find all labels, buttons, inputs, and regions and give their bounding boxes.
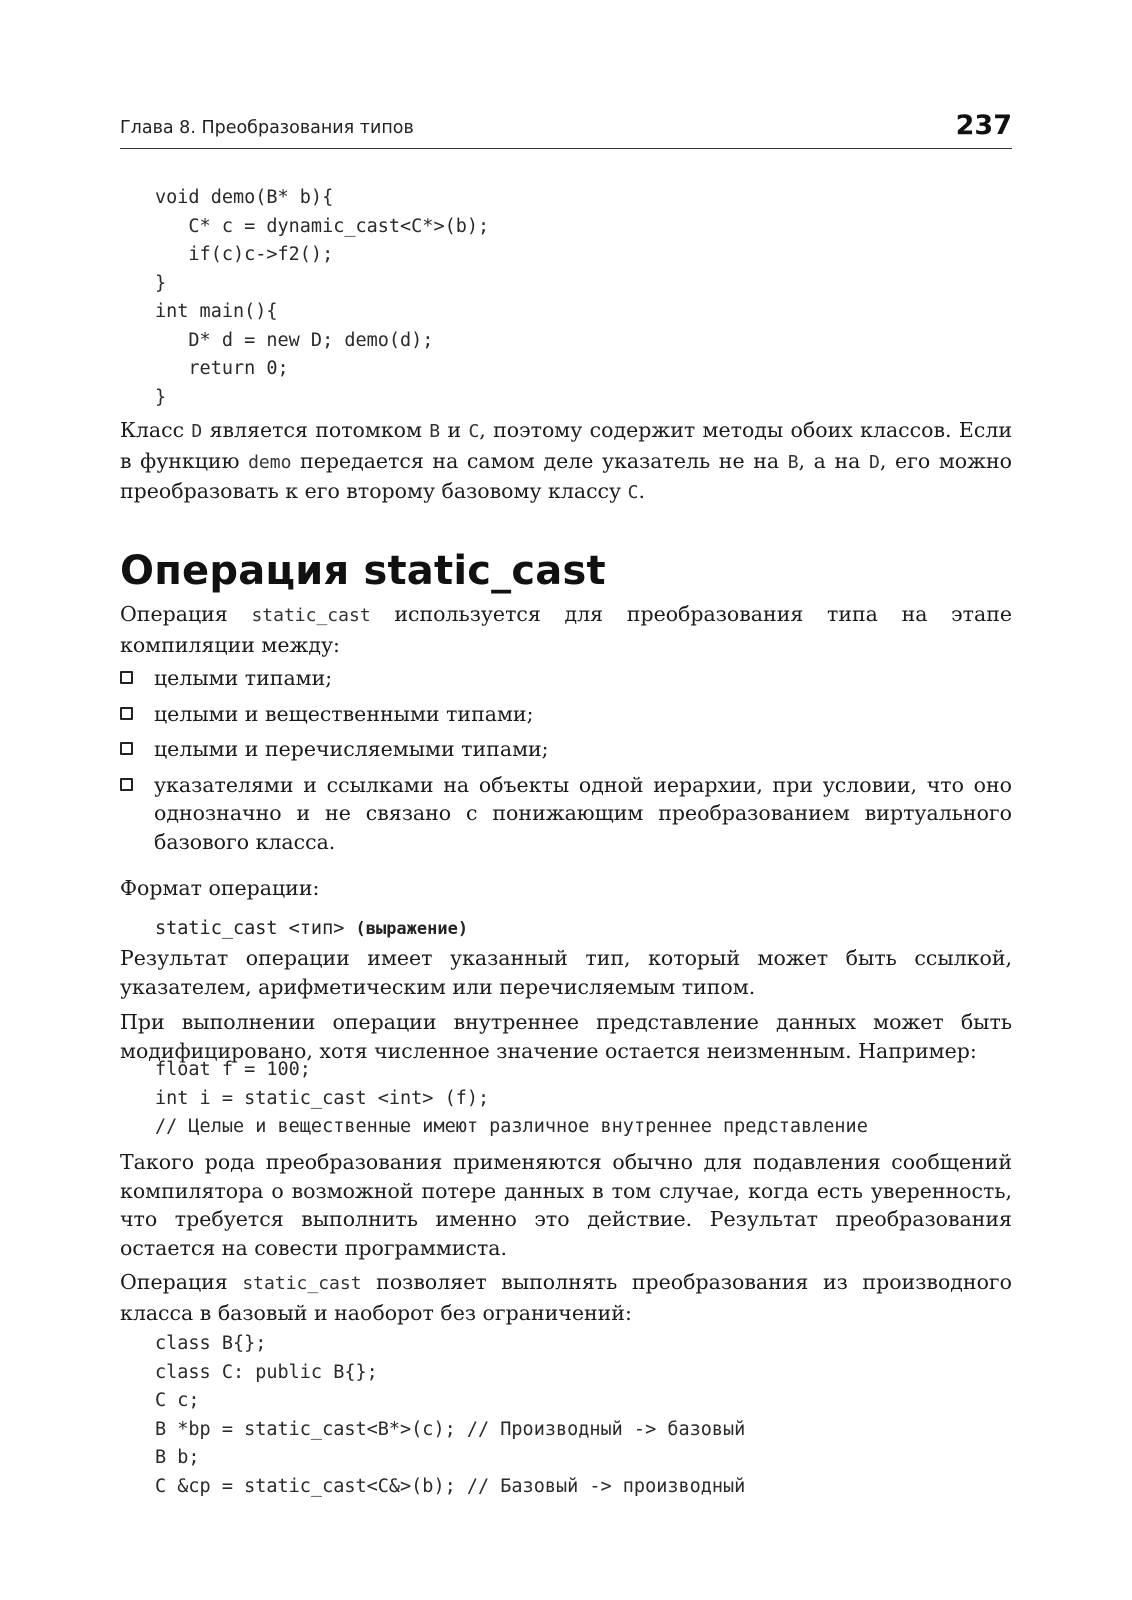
paragraph-suppression: Такого рода преобразования применяются обычно для подавления сообщений компилятора о возможной потере данных в том случае, когда есть уверенность, что требуется выполнить именно это действие. Результат преобразования остается на совести программиста. xyxy=(120,1150,1012,1260)
code-block-demo xyxy=(155,184,489,412)
code-line: } xyxy=(155,272,167,294)
format-argument: (выражение) xyxy=(355,919,469,939)
code-line: int i = static_cast <int> (f); xyxy=(155,1087,490,1109)
paragraph-derived-base xyxy=(120,1268,1012,1327)
code-line: D* d = new D; demo(d); xyxy=(155,329,434,351)
paragraph-result-type: Результат операции имеет указанный тип, который может быть ссылкой, указателем, арифметическим или перечисляемым типом. xyxy=(120,946,1012,999)
text: используется для преобразования типа на этапе компиляции между: xyxy=(120,602,1012,657)
inline-code: static_cast xyxy=(242,1273,362,1294)
paragraph-representation: При выполнении операции внутреннее представление данных может быть модифицировано, хотя численное значение остается неизменным. Например: xyxy=(120,1010,1012,1063)
code-line: } xyxy=(155,386,167,408)
code-line: C* c = dynamic_cast<C*>(b); xyxy=(155,215,490,237)
code-line: C c; xyxy=(155,1390,200,1411)
inline-code: D xyxy=(191,421,203,442)
list-item-text: целыми и перечисляемыми типами; xyxy=(154,737,549,761)
code-line: int main(){ xyxy=(155,301,278,322)
page-number: 237 xyxy=(955,110,1012,141)
code-line: void demo(B* b){ xyxy=(155,187,334,208)
list-item xyxy=(120,700,1012,729)
code-line: if(c)c->f2(); xyxy=(155,244,334,265)
text: Операция xyxy=(120,1270,243,1294)
paragraph-class-d xyxy=(120,416,1012,508)
bullet-list xyxy=(120,664,1012,863)
code-line: class B{}; xyxy=(155,1333,267,1354)
inline-code: static_cast xyxy=(251,605,371,626)
code-block-float xyxy=(155,1056,868,1142)
text: Класс xyxy=(120,418,192,442)
checkbox-bullet-icon xyxy=(120,742,133,755)
inline-code: C xyxy=(468,421,480,442)
list-item-text: целыми и вещественными типами; xyxy=(154,701,534,726)
text: позволяет выполнять преобразования из производного класса в базовый и наоборот без ограничений: xyxy=(120,1270,1012,1325)
checkbox-bullet-icon xyxy=(120,707,133,720)
list-item xyxy=(120,664,1012,693)
code-line: return 0; xyxy=(155,358,289,379)
text: , а на xyxy=(798,448,870,473)
section-heading: Операция static_cast xyxy=(120,548,606,594)
code-line: C &cp = static_cast<C&>(b); // Базовый -> производный xyxy=(155,1475,746,1497)
text: , поэтому содержит методы обоих классов. Если в функцию xyxy=(120,418,1013,473)
code-block-classes xyxy=(155,1330,745,1501)
code-line: B *bp = static_cast<B*>(c); // Производный -> базовый xyxy=(155,1418,746,1440)
paragraph-static-cast-intro xyxy=(120,600,1012,659)
checkbox-bullet-icon xyxy=(120,671,133,684)
text: и xyxy=(440,418,469,442)
format-syntax xyxy=(155,918,468,939)
code-line: float f = 100; xyxy=(155,1059,311,1080)
list-item-text: целыми типами; xyxy=(154,666,333,690)
text: . xyxy=(638,479,645,503)
format-code: static_cast <тип> xyxy=(155,918,356,939)
text: , его можно преобразовать к его второму базовому классу xyxy=(120,448,1012,503)
code-line: class C: public B{}; xyxy=(155,1361,378,1383)
inline-code: B xyxy=(429,421,441,442)
chapter-title: Глава 8. Преобразования типов xyxy=(120,118,414,138)
code-line: // Целые и вещественные имеют различное внутреннее представление xyxy=(155,1116,868,1137)
text: является потомком xyxy=(202,418,430,442)
format-label: Формат операции: xyxy=(120,876,320,900)
inline-code: D xyxy=(869,451,880,473)
list-item xyxy=(120,735,1012,764)
text: Операция xyxy=(120,602,252,626)
running-header xyxy=(120,108,1012,149)
checkbox-bullet-icon xyxy=(120,778,133,791)
inline-code: C xyxy=(627,482,639,503)
text: передается на самом деле указатель не на xyxy=(291,448,788,473)
list-item xyxy=(120,771,1012,857)
code-line: B b; xyxy=(155,1447,200,1468)
inline-code: demo xyxy=(248,451,292,473)
list-item-text: указателями и ссылками на объекты одной иерархии, при условии, что оно однозначно и не связано с понижающим преобразованием виртуального базового класса. xyxy=(154,772,1012,854)
inline-code: B xyxy=(787,451,799,473)
